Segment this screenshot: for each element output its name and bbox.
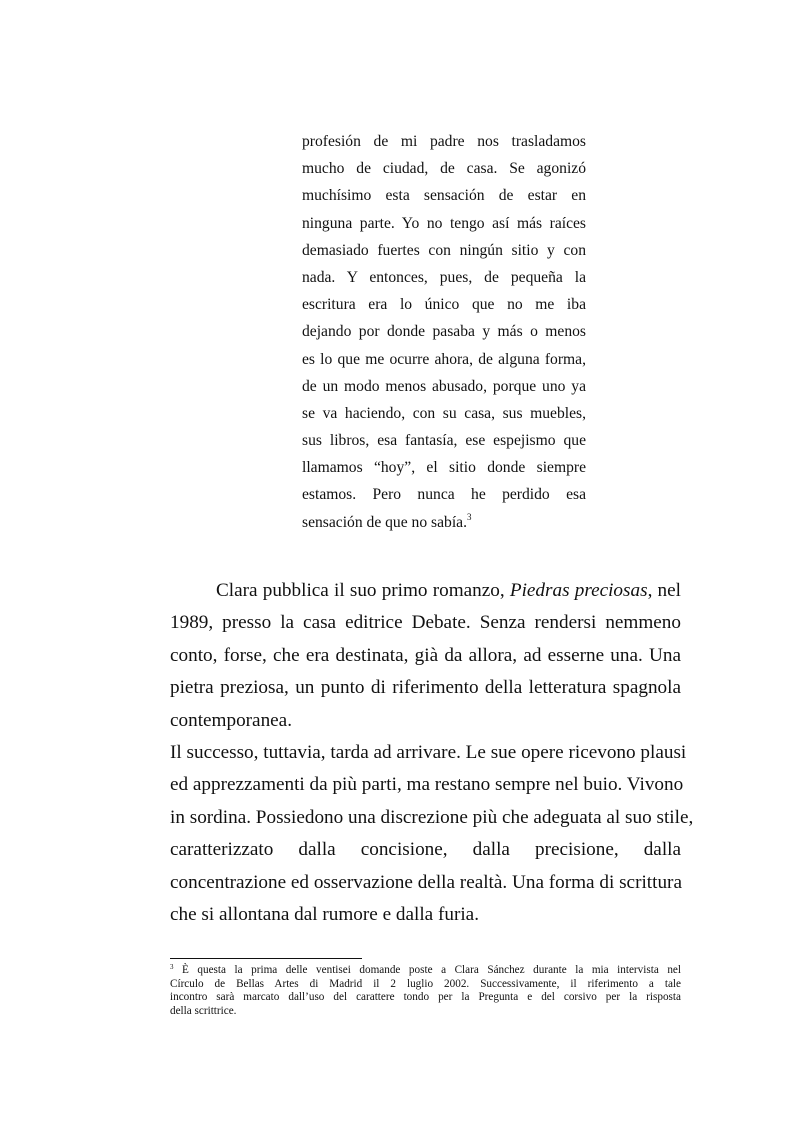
- quote-last-line: [302, 509, 586, 536]
- quote-line: muchísimo esta sensación de estar en: [302, 187, 586, 205]
- body-line: che si allontana dal rumore e dalla furia.: [170, 903, 479, 925]
- footnote-text-run: È questa la prima delle ventisei domande poste a Clara Sánchez durante la mia intervista nel: [173, 964, 681, 976]
- block-quote: [302, 128, 586, 536]
- body-paragraphs: [170, 575, 694, 931]
- quote-line: sus libros, esa fantasía, ese espejismo que: [302, 432, 586, 450]
- body-line: [170, 575, 681, 607]
- footnote-line: della scrittrice.: [170, 1004, 237, 1017]
- body-line: 1989, presso la casa editrice Debate. Senza rendersi nemmeno: [170, 612, 681, 634]
- quote-line: demasiado fuertes con ningún sitio y con: [302, 241, 586, 259]
- quote-line: de un modo menos abusado, porque uno ya: [302, 377, 586, 395]
- quote-line: dejando por donde pasaba y más o menos: [302, 323, 586, 341]
- body-line: caratterizzato dalla concisione, dalla precisione, dalla: [170, 839, 681, 861]
- footnote-separator: [170, 958, 362, 959]
- footnote-line: [170, 964, 681, 978]
- footnote-line: incontro sarà marcato dall’uso del carattere tondo per la Pregunta e del corsivo per la risposta: [170, 991, 681, 1003]
- body-text-run: Clara pubblica il suo primo romanzo,: [216, 580, 510, 601]
- body-line: in sordina. Possiedono una discrezione più che adeguata al suo stile,: [170, 806, 694, 828]
- footnote-line: Círculo de Bellas Artes di Madrid il 2 luglio 2002. Successivamente, il riferimento a tale: [170, 977, 681, 990]
- body-line: concentrazione ed osservazione della realtà. Una forma di scrittura: [170, 871, 682, 893]
- quote-line: estamos. Pero nunca he perdido esa: [302, 486, 586, 504]
- body-line: conto, forse, che era destinata, già da allora, ad esserne una. Una: [170, 644, 681, 666]
- quote-line: escritura era lo único que no me iba: [302, 296, 586, 314]
- quote-line: nada. Y entonces, pues, de pequeña la: [302, 268, 586, 286]
- quote-line: profesión de mi padre nos trasladamos: [302, 133, 586, 150]
- book-title: Piedras preciosas: [509, 580, 648, 601]
- body-text-run: , nel: [647, 580, 681, 601]
- quote-line: llamamos “hoy”, el sitio donde siempre: [302, 459, 586, 477]
- quote-line: ninguna parte. Yo no tengo así más raíces: [302, 214, 586, 232]
- body-line: pietra preziosa, un punto di riferimento della letteratura spagnola: [170, 677, 681, 699]
- footnote-number: 3: [170, 963, 174, 971]
- quote-line: sensación de que no sabía.: [302, 513, 467, 531]
- quote-line: se va haciendo, con su casa, sus muebles,: [302, 404, 586, 422]
- body-line: ed apprezzamenti da più parti, ma restano sempre nel buio. Vivono: [170, 774, 684, 796]
- body-line: contemporanea.: [170, 709, 292, 731]
- footnote: [170, 964, 681, 1018]
- quote-line: es lo que me ocurre ahora, de alguna forma,: [302, 350, 586, 368]
- body-line: Il successo, tuttavia, tarda ad arrivare. Le sue opere ricevono plausi: [170, 741, 687, 763]
- quote-line: mucho de ciudad, de casa. Se agonizó: [302, 160, 586, 178]
- footnote-reference[interactable]: 3: [466, 511, 472, 522]
